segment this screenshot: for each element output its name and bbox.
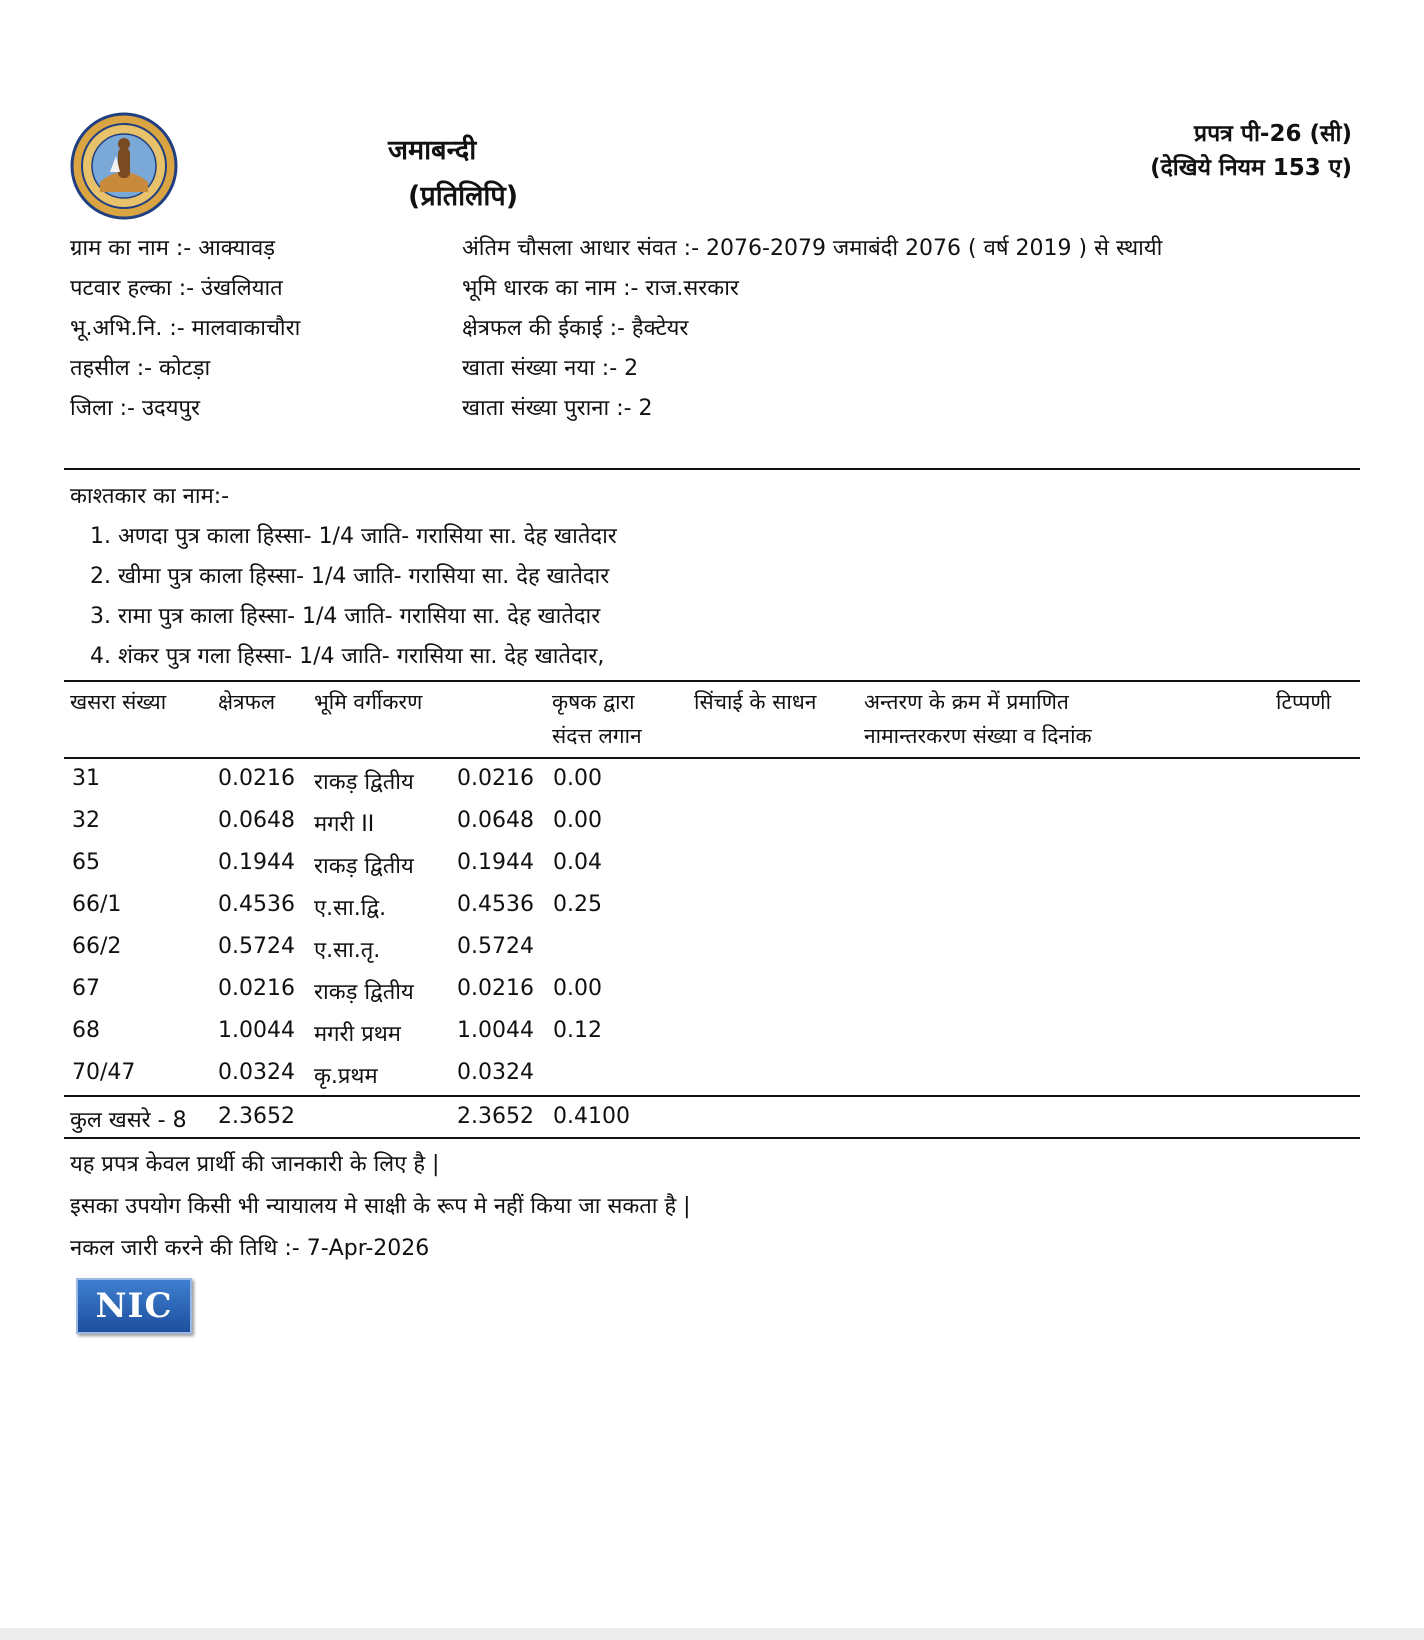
total-area: 2.3652: [218, 1104, 295, 1129]
cultivator-item: 4. शंकर पुत्र गला हिस्सा- 1/4 जाति- गरासिया सा. देह खातेदार,: [90, 644, 605, 669]
cell-khasra: 65: [72, 850, 100, 875]
cell-class-area: 0.0324: [457, 1060, 534, 1085]
cell-classification: ए.सा.द्वि.: [314, 896, 387, 921]
khata-number-old: खाता संख्या पुराना :- 2: [462, 396, 653, 421]
cell-class-area: 0.5724: [457, 934, 534, 959]
village-name: ग्राम का नाम :- आक्यावड़: [70, 236, 275, 261]
cell-khasra: 67: [72, 976, 100, 1001]
total-class-area: 2.3652: [457, 1104, 534, 1129]
court-usage-note: इसका उपयोग किसी भी न्यायालय मे साक्षी के रूप मे नहीं किया जा सकता है |: [70, 1194, 691, 1219]
cell-rent: 0.00: [553, 808, 602, 833]
cell-khasra: 68: [72, 1018, 100, 1043]
land-holder-name: भूमि धारक का नाम :- राज.सरकार: [462, 276, 739, 301]
rajasthan-seal-icon: [70, 112, 178, 220]
cell-class-area: 1.0044: [457, 1018, 534, 1043]
cell-classification: राकड़ द्वितीय: [314, 854, 414, 879]
settlement-basis: अंतिम चौसला आधार संवत :- 2076-2079 जमाबंदी 2076 ( वर्ष 2019 ) से स्थायी: [462, 236, 1163, 261]
header-classification: भूमि वर्गीकरण: [314, 690, 423, 714]
cell-rent: 0.04: [553, 850, 602, 875]
cell-class-area: 0.0216: [457, 976, 534, 1001]
cell-classification: राकड़ द्वितीय: [314, 770, 414, 795]
tehsil: तहसील :- कोटड़ा: [70, 356, 211, 381]
cultivator-item: 3. रामा पुत्र काला हिस्सा- 1/4 जाति- गरासिया सा. देह खातेदार: [90, 604, 601, 629]
area-unit: क्षेत्रफल की ईकाई :- हैक्टेयर: [462, 316, 689, 341]
divider: [64, 468, 1360, 470]
cell-classification: मगरी प्रथम: [314, 1022, 401, 1047]
divider: [64, 757, 1360, 759]
cell-area: 0.0324: [218, 1060, 295, 1085]
cell-rent: 0.12: [553, 1018, 602, 1043]
form-number: प्रपत्र पी-26 (सी): [1194, 121, 1352, 147]
cell-class-area: 0.4536: [457, 892, 534, 917]
header-mutation-2: नामान्तरकरण संख्या व दिनांक: [864, 724, 1092, 748]
cell-rent: 0.00: [553, 976, 602, 1001]
cell-rent: 0.00: [553, 766, 602, 791]
cell-area: 0.0216: [218, 766, 295, 791]
cell-khasra: 70/47: [72, 1060, 136, 1085]
header-khasra: खसरा संख्या: [70, 690, 167, 714]
cell-classification: ए.सा.तृ.: [314, 938, 381, 963]
land-record-inspector: भू.अभि.नि. :- मालवाकाचौरा: [70, 316, 301, 341]
cell-area: 0.4536: [218, 892, 295, 917]
header-mutation-1: अन्तरण के क्रम में प्रमाणित: [864, 690, 1069, 714]
page-bottom-strip: [0, 1628, 1424, 1640]
cell-class-area: 0.1944: [457, 850, 534, 875]
cell-class-area: 0.0648: [457, 808, 534, 833]
cell-area: 0.1944: [218, 850, 295, 875]
cell-class-area: 0.0216: [457, 766, 534, 791]
document-title: जमाबन्दी: [388, 135, 477, 166]
divider: [64, 680, 1360, 682]
total-label: कुल खसरे - 8: [70, 1108, 187, 1133]
document-subtitle: (प्रतिलिपि): [408, 181, 519, 212]
cell-classification: कृ.प्रथम: [314, 1064, 378, 1089]
cultivator-item: 2. खीमा पुत्र काला हिस्सा- 1/4 जाति- गरासिया सा. देह खातेदार: [90, 564, 610, 589]
cell-classification: राकड़ द्वितीय: [314, 980, 414, 1005]
nic-logo: NIC: [76, 1278, 192, 1334]
cell-khasra: 66/1: [72, 892, 122, 917]
cell-area: 0.0648: [218, 808, 295, 833]
cell-khasra: 32: [72, 808, 100, 833]
header-area: क्षेत्रफल: [218, 690, 276, 714]
patwar-halka: पटवार हल्का :- उंखलियात: [70, 276, 283, 301]
cultivator-item: 1. अणदा पुत्र काला हिस्सा- 1/4 जाति- गरासिया सा. देह खातेदार: [90, 524, 617, 549]
divider: [64, 1137, 1360, 1139]
header-rent-2: संदत्त लगान: [552, 724, 642, 748]
cell-area: 1.0044: [218, 1018, 295, 1043]
header-irrigation: सिंचाई के साधन: [694, 690, 817, 714]
total-rent: 0.4100: [553, 1104, 630, 1129]
khata-number-new: खाता संख्या नया :- 2: [462, 356, 639, 381]
info-only-note: यह प्रपत्र केवल प्रार्थी की जानकारी के लिए है |: [70, 1152, 440, 1177]
cell-khasra: 31: [72, 766, 100, 791]
cell-khasra: 66/2: [72, 934, 122, 959]
cell-classification: मगरी II: [314, 812, 375, 837]
header-remarks: टिप्पणी: [1276, 690, 1332, 714]
district: जिला :- उदयपुर: [70, 396, 200, 421]
divider: [64, 1095, 1360, 1097]
cell-rent: 0.25: [553, 892, 602, 917]
rule-reference: (देखिये नियम 153 ए): [1150, 155, 1352, 181]
header-rent-1: कृषक द्वारा: [552, 690, 635, 714]
cell-area: 0.5724: [218, 934, 295, 959]
cell-area: 0.0216: [218, 976, 295, 1001]
cultivators-heading: काश्तकार का नाम:-: [70, 484, 230, 509]
issue-date: नकल जारी करने की तिथि :- 7-Apr-2026: [70, 1236, 430, 1261]
